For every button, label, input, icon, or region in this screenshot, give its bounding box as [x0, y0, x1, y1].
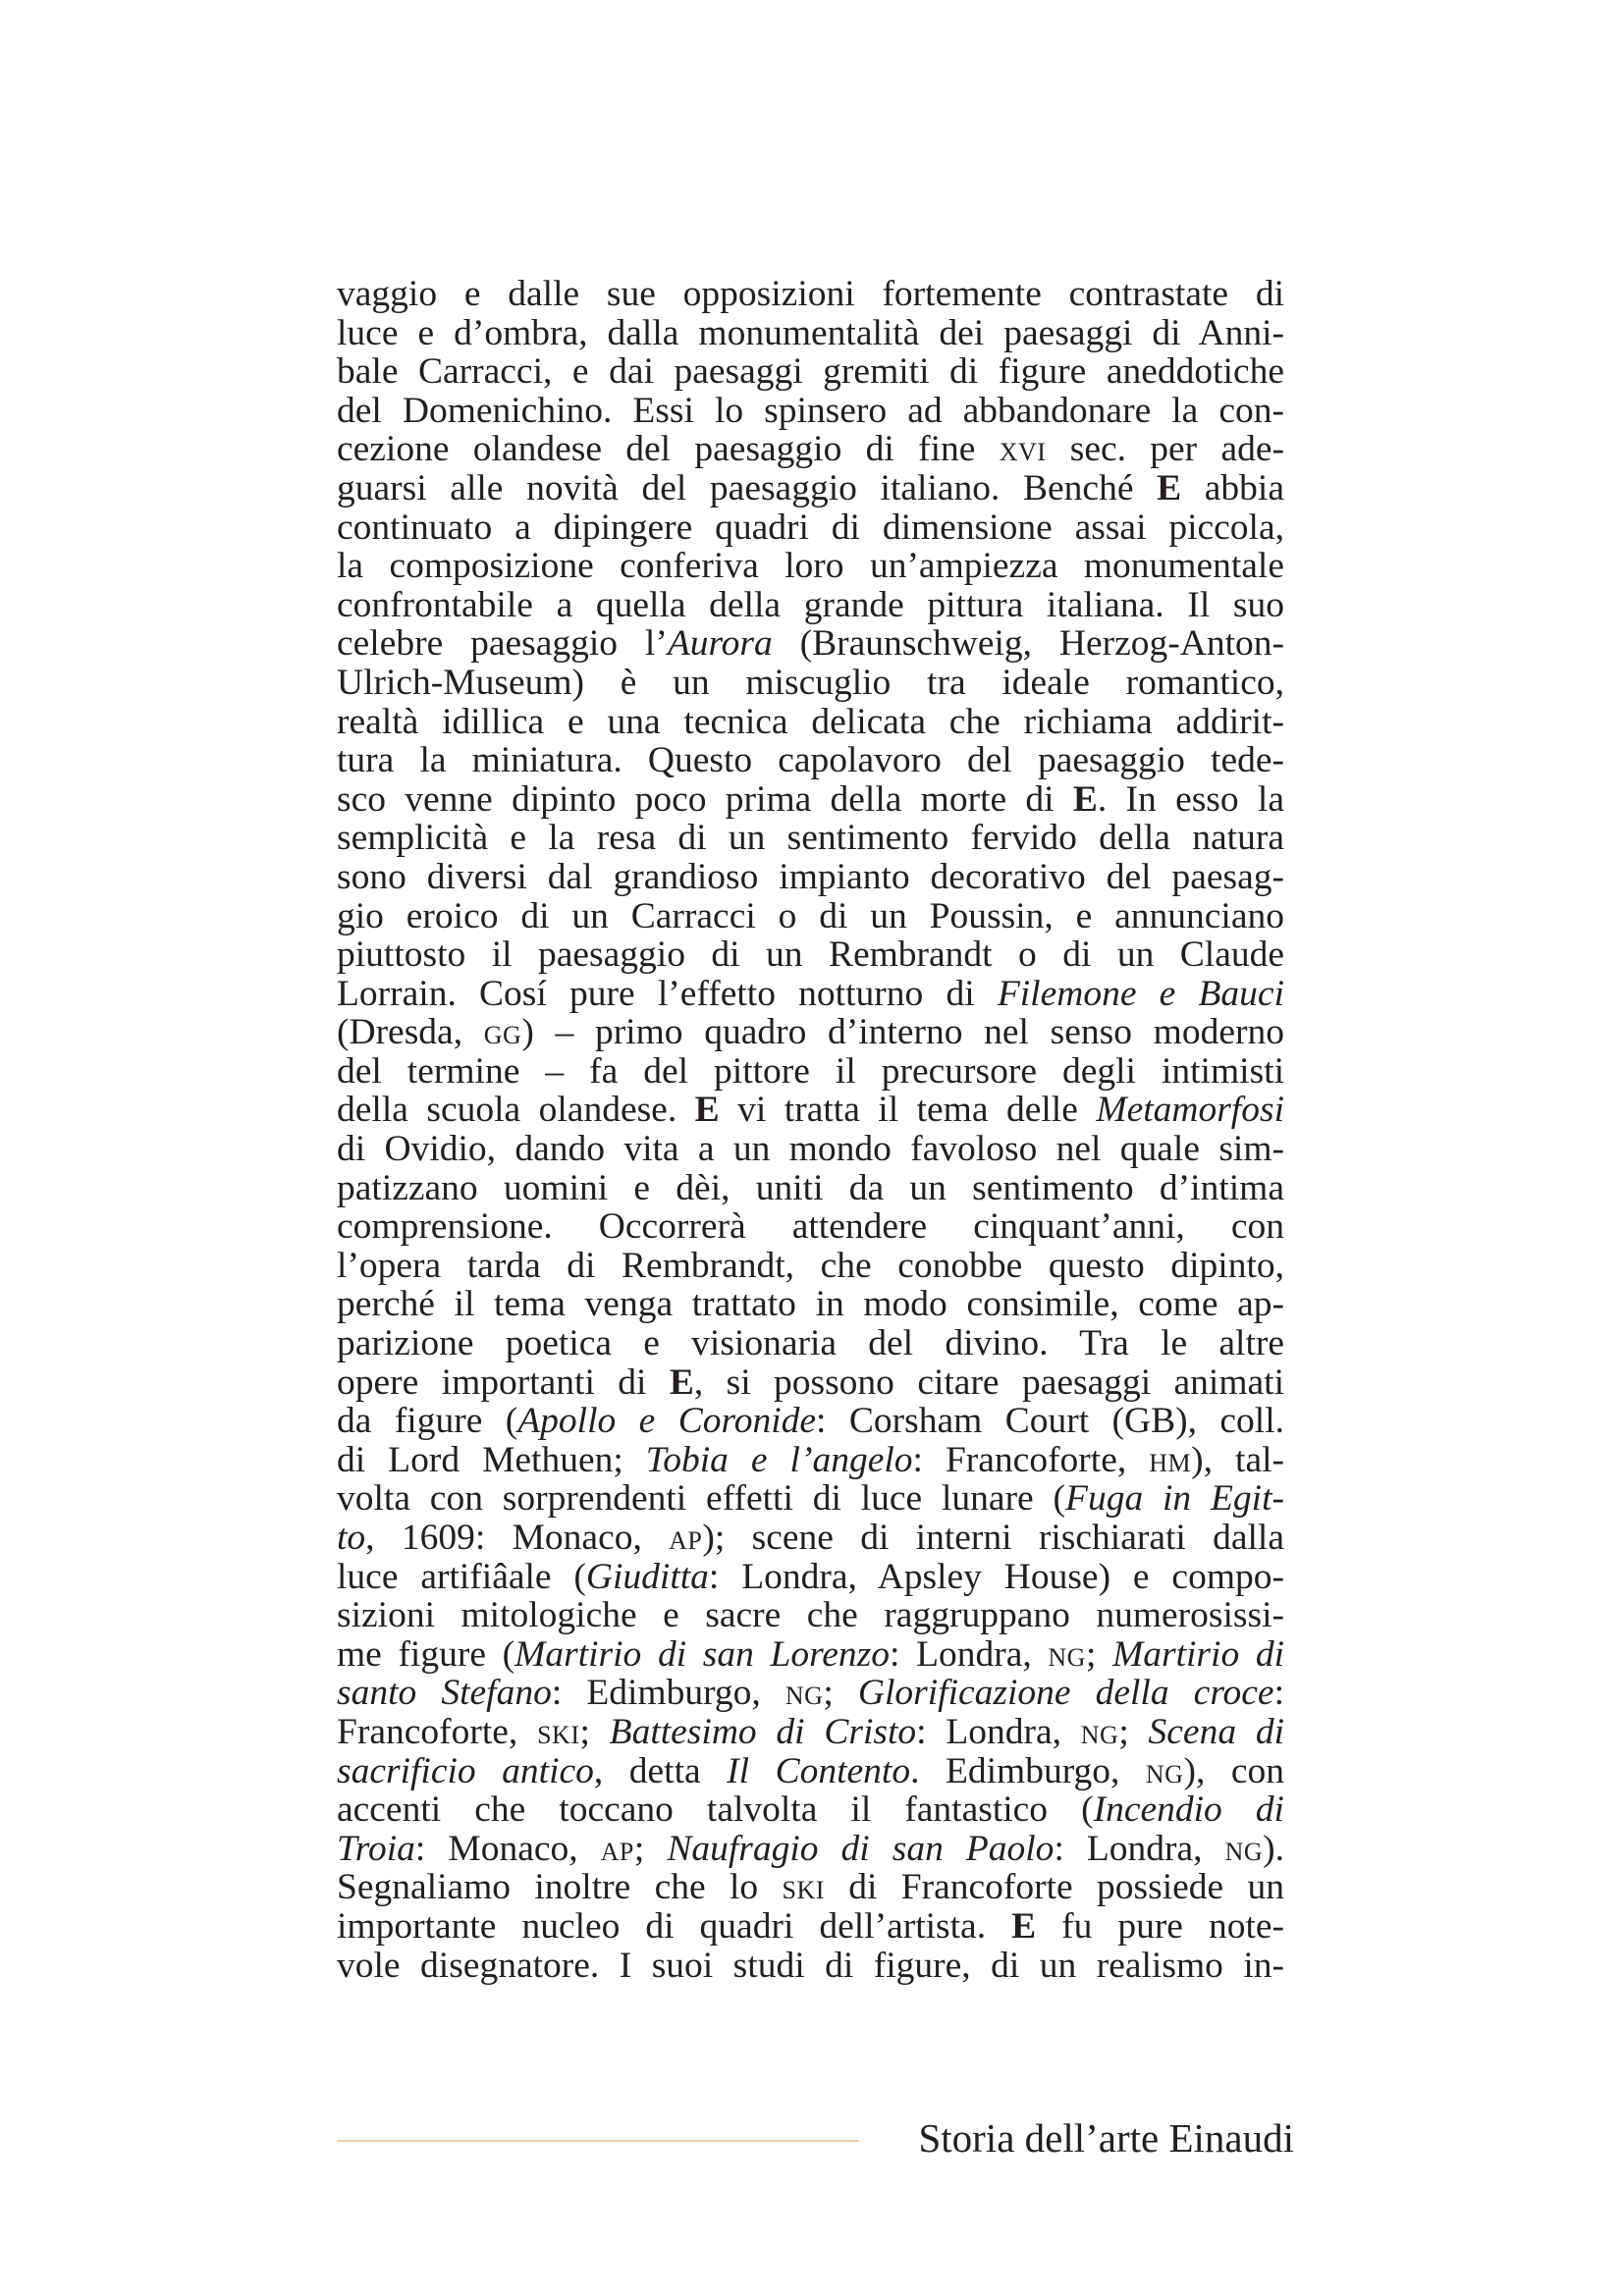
text-segment: : Edimburgo,	[551, 1673, 785, 1714]
text-segment: accenti che toccano talvolta il fantastico (	[337, 1789, 1094, 1831]
text-segment: Tobia e l’angelo	[645, 1439, 913, 1480]
text-segment: realtà idillica e una tecnica delicata che richiama addirit-	[337, 701, 1284, 742]
text-segment: Metamorfosi	[1096, 1090, 1284, 1131]
text-segment: Troia	[337, 1828, 415, 1869]
text-segment: vole disegnatore. I suoi studi di figure, di un realismo in-	[337, 1945, 1284, 1986]
text-segment: Aurora	[667, 623, 773, 665]
text-segment: perché il tema venga trattato in modo consimile, come ap-	[337, 1284, 1284, 1325]
footer-title: Storia dell’arte Einaudi	[918, 2115, 1294, 2161]
text-segment: : Monaco,	[414, 1828, 601, 1869]
text-line	[337, 430, 1284, 469]
text-segment: del Domenichino. Essi lo spinsero ad abbandonare la con-	[337, 390, 1284, 431]
text-segment: Giuditta	[585, 1556, 709, 1597]
text-segment: piuttosto il paesaggio di un Rembrandt o di un Claude	[337, 934, 1284, 976]
text-line	[337, 897, 1284, 936]
text-segment: Filemone e Bauci	[997, 973, 1284, 1014]
page-footer	[337, 2110, 1294, 2169]
text-segment: guarsi alle novità del paesaggio italiano. Benché	[337, 467, 1158, 508]
text-segment: di Francoforte possiede un	[824, 1867, 1284, 1908]
text-line	[337, 314, 1284, 353]
text-segment: Martirio di san Lorenzo	[514, 1633, 891, 1675]
text-segment: importante nucleo di quadri dell’artista.	[337, 1905, 1012, 1947]
text-segment: ;	[1085, 1633, 1113, 1675]
text-segment: (Braunschweig, Herzog-Anton-	[772, 623, 1284, 665]
text-segment: Ulrich-Museum) è un miscuglio tra ideale romantico,	[337, 662, 1284, 703]
text-segment: luce artifiâale (	[337, 1556, 586, 1597]
text-segment: , si possono citare paesaggi animati	[693, 1362, 1284, 1403]
text-segment: ;	[579, 1711, 610, 1752]
text-line	[337, 1674, 1284, 1713]
text-segment: continuato a dipingere quadri di dimensione assai piccola,	[337, 507, 1284, 548]
text-segment: patizzano uomini e dèi, uniti da un sentimento d’intima	[337, 1167, 1284, 1208]
text-segment: . Edimburgo,	[910, 1750, 1146, 1791]
text-line	[337, 1402, 1284, 1441]
text-segment: Naufragio di san Paolo	[667, 1828, 1055, 1869]
text-segment: celebre paesaggio l’	[337, 623, 668, 665]
text-segment: abbia	[1181, 467, 1285, 508]
text-segment: . In esso la	[1097, 778, 1284, 820]
text-segment: : Londra,	[890, 1633, 1049, 1675]
text-line	[337, 586, 1284, 625]
text-segment: di Ovidio, dando vita a un mondo favoloso nel quale sim-	[337, 1129, 1284, 1170]
body-text	[337, 275, 1284, 1985]
text-line	[337, 819, 1284, 858]
text-segment: Glorificazione della croce	[857, 1673, 1274, 1714]
text-segment: santo Stefano	[337, 1673, 552, 1714]
text-line	[337, 1558, 1284, 1597]
text-segment: vi tratta il tema delle	[719, 1090, 1097, 1131]
text-segment: sono diversi dal grandioso impianto decorativo del paesag-	[337, 856, 1284, 897]
text-segment: Segnaliamo inoltre che lo	[337, 1867, 783, 1908]
text-line	[337, 1947, 1284, 1986]
text-segment: E	[1011, 1905, 1037, 1947]
text-segment: Fuga in Egit-	[1065, 1478, 1284, 1520]
text-segment: ;	[823, 1673, 858, 1714]
text-segment: ski	[782, 1867, 825, 1908]
text-line	[337, 508, 1284, 548]
text-segment: , 1609: Monaco,	[365, 1518, 670, 1558]
text-segment: Incendio di	[1093, 1789, 1284, 1831]
text-line	[337, 1479, 1284, 1519]
text-segment: di Lord Methuen;	[337, 1439, 646, 1480]
text-segment: fu pure note-	[1036, 1905, 1284, 1947]
text-line	[337, 1596, 1284, 1635]
text-segment: ap	[600, 1828, 634, 1869]
text-segment: ski	[537, 1711, 580, 1752]
text-segment: ) – primo quadro d’interno nel senso moderno	[521, 1012, 1284, 1053]
text-segment: sizioni mitologiche e sacre che raggruppano numerosissi-	[337, 1595, 1284, 1636]
text-line	[337, 1635, 1284, 1675]
text-segment: bale Carracci, e dai paesaggi gremiti di figure aneddotiche	[337, 351, 1284, 393]
text-line	[337, 1790, 1284, 1830]
text-segment: ).	[1263, 1828, 1284, 1869]
text-line	[337, 275, 1284, 314]
text-segment: ), tal-	[1191, 1439, 1284, 1480]
text-line	[337, 1130, 1284, 1169]
text-segment: la composizione conferiva loro un’ampiezza monumentale	[337, 546, 1284, 587]
text-line	[337, 780, 1284, 820]
text-segment: Lorrain. Cosí pure l’effetto notturno di	[337, 973, 998, 1014]
text-segment: E	[669, 1362, 694, 1403]
text-segment: : Londra, Apsley House) e compo-	[708, 1556, 1284, 1597]
text-line	[337, 1519, 1284, 1558]
text-segment: sacrificio antico	[337, 1750, 594, 1791]
text-segment: vaggio e dalle sue opposizioni fortemente contrastate di	[337, 274, 1284, 314]
text-segment: Il Contento	[727, 1750, 911, 1791]
text-line	[337, 624, 1284, 664]
text-segment: E	[1072, 778, 1098, 820]
text-segment: ;	[633, 1828, 668, 1869]
text-segment: ng	[1048, 1633, 1086, 1675]
text-segment: Apollo e Coronide	[517, 1401, 817, 1442]
text-segment: : Francoforte,	[912, 1439, 1150, 1480]
text-segment: (Dresda,	[337, 1012, 484, 1053]
text-segment: Battesimo di Cristo	[609, 1711, 917, 1752]
text-line	[337, 1285, 1284, 1324]
text-line	[337, 1207, 1284, 1247]
text-line	[337, 664, 1284, 703]
text-line	[337, 1713, 1284, 1752]
text-segment: sco venne dipinto poco prima della morte di	[337, 778, 1073, 820]
text-line	[337, 547, 1284, 586]
text-segment: xvi	[999, 429, 1047, 470]
text-segment: tura la miniatura. Questo capolavoro del paesaggio tede-	[337, 740, 1284, 781]
text-line	[337, 1868, 1284, 1907]
text-line	[337, 469, 1284, 508]
text-line	[337, 703, 1284, 742]
text-segment: l’opera tarda di Rembrandt, che conobbe questo dipinto,	[337, 1245, 1284, 1286]
footer-rule	[337, 2140, 859, 2142]
text-line	[337, 1441, 1284, 1480]
text-line	[337, 1907, 1284, 1947]
text-segment: Francoforte,	[337, 1711, 538, 1752]
text-segment: della scuola olandese.	[337, 1090, 695, 1131]
text-segment: : Londra,	[1054, 1828, 1225, 1869]
text-segment: ;	[1118, 1711, 1149, 1752]
text-segment: parizione poetica e visionaria del divino. Tra le altre	[337, 1323, 1284, 1364]
text-segment: gg	[483, 1012, 522, 1053]
text-segment: : Londra,	[916, 1711, 1081, 1752]
text-line	[337, 1830, 1284, 1869]
text-segment: ng	[784, 1673, 824, 1714]
text-segment: :	[1273, 1673, 1284, 1714]
text-segment: ng	[1080, 1711, 1119, 1752]
text-segment: E	[1157, 467, 1182, 508]
text-segment: hm	[1149, 1439, 1192, 1480]
text-line	[337, 741, 1284, 780]
text-segment: del termine – fa del pittore il precursore degli intimisti	[337, 1050, 1284, 1092]
text-segment: comprensione. Occorrerà attendere cinquant’anni, con	[337, 1206, 1284, 1248]
text-segment: ng	[1224, 1828, 1264, 1869]
text-segment: Scena di	[1148, 1711, 1285, 1752]
text-segment: confrontabile a quella della grande pittura italiana. Il suo	[337, 584, 1284, 625]
text-segment: : Corsham Court (GB), coll.	[816, 1401, 1285, 1442]
text-line	[337, 1752, 1284, 1791]
text-line	[337, 352, 1284, 392]
text-segment: sec. per ade-	[1046, 429, 1284, 470]
text-line	[337, 975, 1284, 1014]
text-line	[337, 1013, 1284, 1052]
text-segment: cezione olandese del paesaggio di fine	[337, 429, 1000, 470]
text-segment: luce e d’ombra, dalla monumentalità dei paesaggi di Anni-	[337, 312, 1284, 353]
text-segment: Martirio di	[1112, 1633, 1285, 1675]
text-segment: semplicità e la resa di un sentimento fervido della natura	[337, 818, 1284, 859]
text-line	[337, 392, 1284, 431]
text-segment: ap	[669, 1518, 703, 1558]
text-segment: ng	[1145, 1750, 1184, 1791]
text-segment: ); scene di interni rischiarati dalla	[702, 1518, 1284, 1558]
text-segment: opere importanti di	[337, 1362, 670, 1403]
text-segment: to	[337, 1518, 366, 1558]
text-line	[337, 1091, 1284, 1130]
text-line	[337, 1052, 1284, 1092]
text-line	[337, 858, 1284, 897]
text-segment: E	[694, 1090, 720, 1131]
text-segment: da figure (	[337, 1401, 518, 1442]
text-segment: me figure (	[337, 1633, 515, 1675]
text-line	[337, 1247, 1284, 1286]
text-segment: gio eroico di un Carracci o di un Poussin, e annunciano	[337, 895, 1284, 936]
text-segment: volta con sorprendenti effetti di luce lunare (	[337, 1478, 1066, 1520]
text-segment: , detta	[593, 1750, 728, 1791]
text-segment: ), con	[1183, 1750, 1284, 1791]
text-line	[337, 1363, 1284, 1403]
text-line	[337, 935, 1284, 975]
text-line	[337, 1169, 1284, 1208]
text-line	[337, 1324, 1284, 1363]
